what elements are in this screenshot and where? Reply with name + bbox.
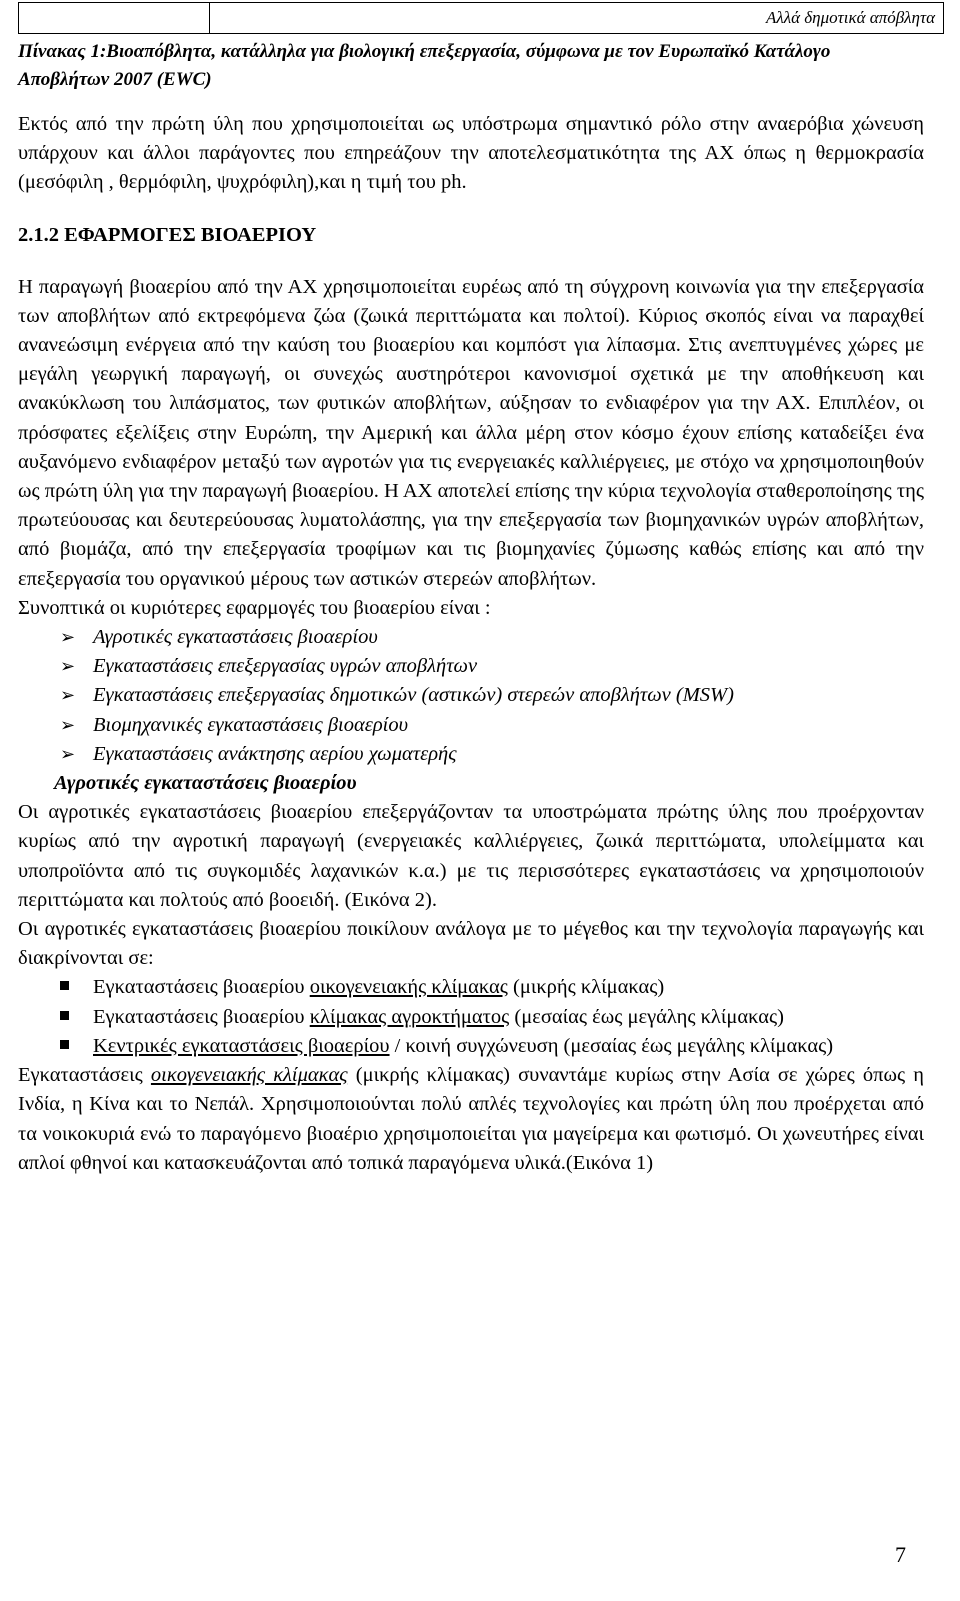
scale-link[interactable]: Κεντρικές εγκαταστάσεις βιοαερίου [93,1034,390,1057]
family-scale-paragraph [18,1061,924,1178]
square-bullet-icon [60,981,69,990]
scales-list [18,973,924,1061]
list-item [18,1032,924,1061]
list-item [18,1003,924,1032]
header-running-title: Αλλά δημοτικά απόβλητα [210,2,944,34]
list-item [18,740,924,769]
arrow-bullet-icon: ➢ [60,714,76,735]
arrow-bullet-icon: ➢ [60,627,76,648]
family-suffix: (μικρής κλίμακας) συναντάμε κυρίως στην Ασία σε χώρες όπως η Ινδία, η Κίνα και το Νεπάλ. Χρησιμοποιούνται πολύ απλές τεχνολογίες και πρώτη ύλη που προέρχεται από τα νοικοκυριά ενώ το παραγόμενο βιοαέριο χρησιμοποιείται για μαγείρεμα και φωτισμό. Οι χωνευτήρες είναι απλοί φθηνοί και κατασκευάζονται από τοπικά παραγόμενα υλικά.(Εικόνα 1) [18,1064,924,1174]
list-item-label: Αγροτικές εγκαταστάσεις βιοαερίου [93,626,378,649]
classification-paragraph: Οι αγροτικές εγκαταστάσεις βιοαερίου ποικίλουν ανάλογα με το μέγεθος και την τεχνολογία παραγωγής και διακρίνονται σε: [18,918,924,970]
header-left-cell [18,2,210,34]
running-header [18,2,944,34]
scale-link[interactable]: οικογενειακής κλίμακας [309,976,508,999]
list-item-label: Εγκαταστάσεις επεξεργασίας δημοτικών (αστικών) στερεών αποβλήτων (MSW) [93,684,734,707]
intro-paragraph: Εκτός από την πρώτη ύλη που χρησιμοποιείται ως υπόστρωμα σημαντικό ρόλο στην αναερόβια χώνευση υπάρχουν και άλλοι παράγοντες που επηρεάζουν την αποτελεσματικότητα της ΑΧ όπως η θερμοκρασία (μεσόφιλη , θερμόφιλη, ψυχρόφιλη),και η τιμή του ph. [18,113,924,194]
scale-prefix: Εγκαταστάσεις βιοαερίου [93,1005,310,1028]
page-body [18,38,924,1178]
arrow-bullet-icon: ➢ [60,743,76,764]
list-item [18,711,924,740]
list-item [18,652,924,681]
section-heading: 2.1.2 ΕΦΑΡΜΟΓΕΣ ΒΙΟΑΕΡΙΟΥ [18,223,317,246]
list-item-label: Εγκαταστάσεις ανάκτησης αερίου χωματερής [93,742,457,765]
arrow-bullet-icon: ➢ [60,685,76,706]
family-link[interactable]: οικογενειακής κλίμακας [150,1064,348,1087]
list-item-label: Βιομηχανικές εγκαταστάσεις βιοαερίου [93,713,409,736]
agri-paragraph: Οι αγροτικές εγκαταστάσεις βιοαερίου επεξεργάζονταν τα υποστρώματα πρώτης ύλης που προέρχονταν κυρίως από την αγροτική παραγωγή (ενεργειακές καλλιέργειες, ζωικά περιττώματα, υπολείμματα και υποπροϊόντα από τις συγκομιδές λαχανικών κ.α.) με τις περισσότερες εγκαταστάσεις να χρησιμοποιούν περιττώματα και πολτούς από βοοειδή. (Εικόνα 2). [18,801,924,911]
scale-suffix: (μικρής κλίμακας) [507,976,665,999]
arrow-bullet-icon: ➢ [60,656,76,677]
list-item [18,681,924,710]
scale-suffix: (μεσαίας έως μεγάλης κλίμακας) [509,1005,784,1028]
subsection-heading: Αγροτικές εγκαταστάσεις βιοαερίου [54,772,357,795]
family-prefix: Εγκαταστάσεις [18,1064,151,1087]
scale-suffix: / κοινή συγχώνευση (μεσαίας έως μεγάλης κλίμακας) [389,1034,834,1057]
square-bullet-icon [60,1011,69,1020]
main-paragraph: Η παραγωγή βιοαερίου από την ΑΧ χρησιμοποιείται ευρέως από τη σύγχρονη κοινωνία για την επεξεργασία των αποβλήτων από εκτρεφόμενα ζώα (ζωικά περιττώματα και πολτοί). Κύριος σκοπός είναι να παραχθεί ανανεώσιμη ενέργεια από την καύση του βιοαερίου και κομπόστ για λίπασμα. Στις ανεπτυγμένες χώρες με μεγάλη γεωργική παραγωγή, οι συνεχώς αυστηρότεροι κανονισμοί σχετικά με την αποθήκευση και ανακύκλωση του λιπάσματος, των φυτικών αποβλήτων, αύξησαν το ενδιαφέρον για την ΑΧ. Επιπλέον, οι πρόσφατες εξελίξεις στην Ευρώπη, την Αμερική και άλλα μέρη στον κόσμο έχουν επίσης καταδείξει ένα αυξανόμενο ενδιαφέρον μεταξύ των αγροτών για τις ενεργειακές καλλιέργειες, με στόχο να χρησιμοποιηθούν ως πρώτη ύλη για την παραγωγή βιοαερίου. Η ΑΧ αποτελεί επίσης την κύρια τεχνολογία σταθεροποίησης της πρωτεύουσας και δευτερεύουσας λυματολάσπης, για την επεξεργασία των βιομηχανικών υγρών αποβλήτων, από βιομάζα, από την επεξεργασία τροφίμων και τις βιομηχανίες ζύμωσης καθώς επίσης και από την επεξεργασία του οργανικού μέρους των αστικών στερεών αποβλήτων. [18,275,924,590]
square-bullet-icon [60,1040,69,1049]
page-number: 7 [895,1542,906,1567]
table-caption: Πίνακας 1:Βιοαπόβλητα, κατάλληλα για βιολογική επεξεργασία, σύμφωνα με τον Ευρωπαϊκό Κατάλογο Αποβλήτων 2007 (EWC) [18,41,831,90]
list-item [18,623,924,652]
scale-link[interactable]: κλίμακας αγροκτήματος [309,1005,510,1028]
scale-prefix: Εγκαταστάσεις βιοαερίου [93,976,310,999]
list-item-label: Εγκαταστάσεις επεξεργασίας υγρών αποβλήτων [93,655,478,678]
applications-list [18,623,924,769]
list-item [18,973,924,1002]
summary-intro: Συνοπτικά οι κυριότερες εφαρμογές του βιοαερίου είναι : [18,596,491,619]
